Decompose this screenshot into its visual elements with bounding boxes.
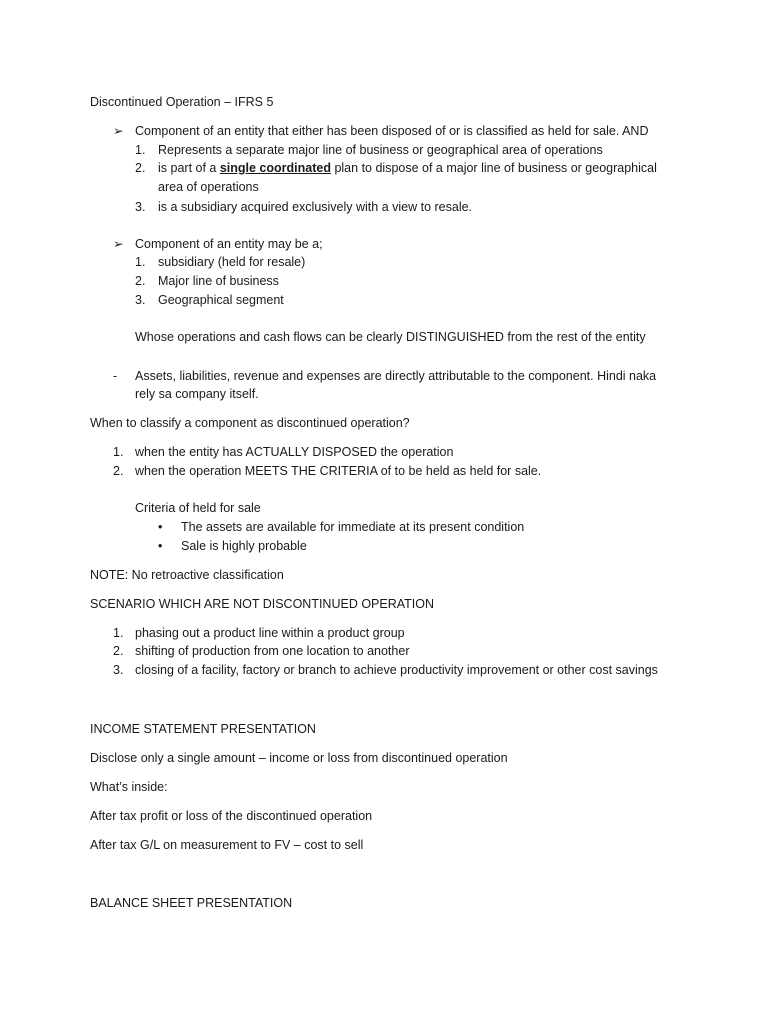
list-item: phasing out a product line within a product group: [135, 626, 405, 640]
list-item: shifting of production from one location to another: [135, 644, 410, 658]
list-number: 1.: [135, 143, 146, 157]
list-item: Major line of business: [158, 274, 279, 288]
list-number: 2.: [135, 274, 146, 288]
income-text: After tax G/L on measurement to FV – cost to sell: [90, 838, 364, 852]
list-number: 3.: [113, 663, 124, 677]
balance-heading: BALANCE SHEET PRESENTATION: [90, 896, 293, 910]
scenario-heading: SCENARIO WHICH ARE NOT DISCONTINUED OPERATION: [90, 597, 435, 611]
list-number: 2.: [113, 464, 124, 478]
income-text: What’s inside:: [90, 780, 168, 794]
list-item-continuation: area of operations: [158, 180, 259, 194]
list-item: The assets are available for immediate at its present condition: [181, 520, 525, 534]
list-number: 3.: [135, 293, 146, 307]
section3-text-continuation: rely sa company itself.: [135, 387, 259, 401]
section1-intro: Component of an entity that either has been disposed of or is classified as held for sale. AND: [135, 124, 649, 138]
dash-bullet: -: [113, 369, 118, 383]
list-number: 1.: [113, 445, 124, 459]
section2-note: Whose operations and cash flows can be clearly DISTINGUISHED from the rest of the entity: [135, 330, 646, 344]
when-heading: When to classify a component as discontinued operation?: [90, 416, 410, 430]
list-item: [158, 160, 657, 176]
list-number: 2.: [113, 644, 124, 658]
bullet-dot-icon: •: [158, 520, 163, 534]
note-line: NOTE: No retroactive classification: [90, 568, 284, 582]
list-item: is a subsidiary acquired exclusively with a view to resale.: [158, 200, 473, 214]
list-number: 1.: [113, 626, 124, 640]
list-item: Represents a separate major line of business or geographical area of operations: [158, 143, 603, 157]
income-text: After tax profit or loss of the discontinued operation: [90, 809, 373, 823]
income-heading: INCOME STATEMENT PRESENTATION: [90, 722, 316, 736]
list-item: closing of a facility, factory or branch to achieve productivity improvement or other cost savings: [135, 663, 658, 677]
list-number: 3.: [135, 200, 146, 214]
list-item: Geographical segment: [158, 293, 284, 307]
emphasized-text: single coordinated: [219, 161, 331, 175]
list-item-text: plan to dispose of a major line of business or geographical: [330, 161, 657, 175]
income-text: Disclose only a single amount – income or loss from discontinued operation: [90, 751, 508, 765]
section2-intro: Component of an entity may be a;: [135, 237, 323, 251]
section3-text: Assets, liabilities, revenue and expenses are directly attributable to the component. Hindi naka: [135, 369, 657, 383]
document-title: Discontinued Operation – IFRS 5: [90, 95, 274, 109]
list-item: when the operation MEETS THE CRITERIA of to be held as held for sale.: [135, 464, 542, 478]
arrow-bullet-icon: ➢: [113, 124, 124, 138]
list-item: when the entity has ACTUALLY DISPOSED the operation: [135, 445, 454, 459]
criteria-heading: Criteria of held for sale: [135, 501, 261, 515]
arrow-bullet-icon: ➢: [113, 237, 124, 251]
list-item-text: is part of a: [158, 161, 220, 175]
list-item: subsidiary (held for resale): [158, 255, 306, 269]
list-number: 2.: [135, 161, 146, 175]
bullet-dot-icon: •: [158, 539, 163, 553]
list-item: Sale is highly probable: [181, 539, 307, 553]
list-number: 1.: [135, 255, 146, 269]
